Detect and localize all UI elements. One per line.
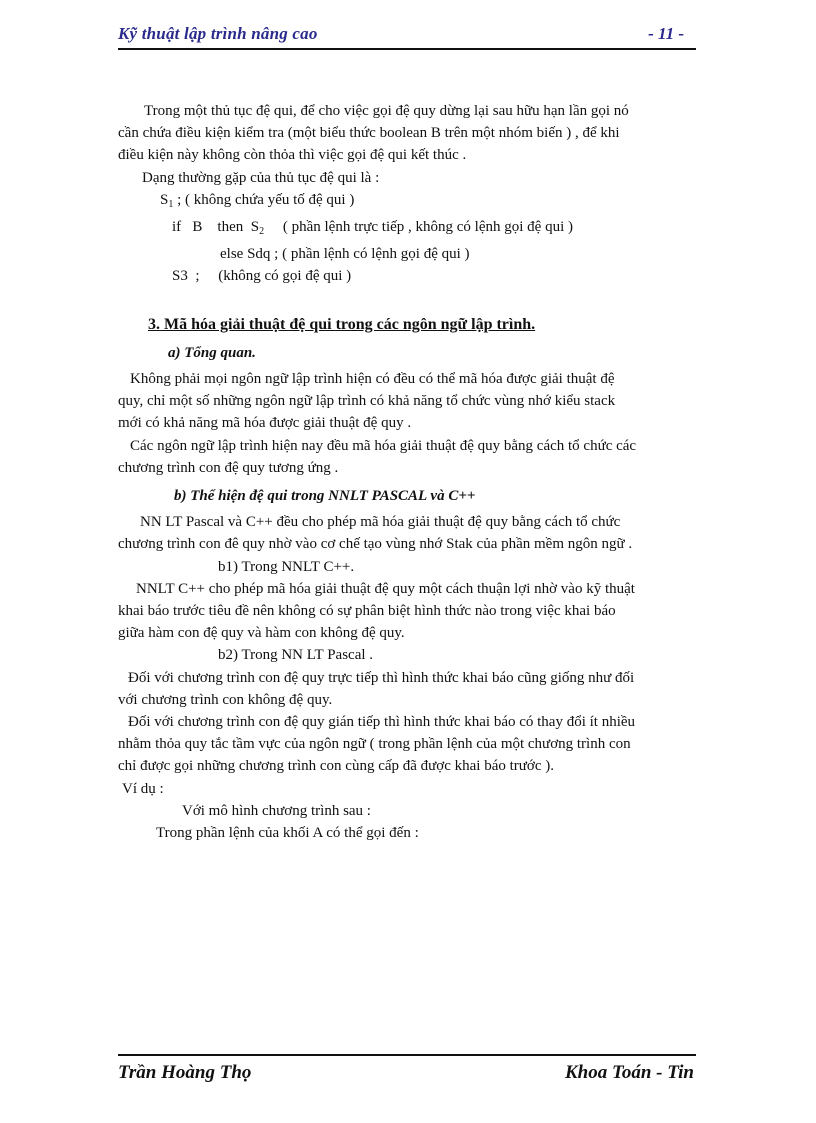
- code-line-if: [118, 216, 698, 243]
- paragraph-line: Các ngôn ngữ lập trình hiện nay đều mã hóa giải thuật đệ quy bằng cách tổ chức các: [130, 437, 637, 454]
- paragraph-line: NN LT Pascal và C++ đều cho phép mã hóa giải thuật đệ quy bằng cách tổ chức: [140, 514, 621, 531]
- code-text: ( phần lệnh trực tiếp , không có lệnh gọi đệ qui ): [264, 219, 573, 236]
- code-subscript: 1: [168, 198, 174, 210]
- example-line: Với mô hình chương trình sau :: [182, 802, 371, 819]
- paragraph-line: Không phải mọi ngôn ngữ lập trình hiện có đều có thể mã hóa được giải thuật đệ: [130, 371, 615, 388]
- paragraph-line: với chương trình con không đệ quy.: [118, 691, 333, 708]
- paragraph-line: Dạng thường gặp của thủ tục đệ qui là :: [142, 169, 380, 186]
- example-line: Trong phần lệnh của khối A có thể gọi đến :: [156, 825, 419, 842]
- header-title: Kỹ thuật lập trình nâng cao: [118, 24, 318, 43]
- paragraph-line: NNLT C++ cho phép mã hóa giải thuật đệ quy một cách thuận lợi nhờ vào kỹ thuật: [136, 580, 635, 597]
- code-line-s3: S3 ; (không có gọi đệ qui ): [172, 268, 352, 285]
- page-footer: [118, 1054, 696, 1096]
- paragraph-line: khai báo trước tiêu đề nên không có sự phân biệt hình thức nào trong việc khai báo: [118, 603, 616, 620]
- paragraph-line: điều kiện này không còn thỏa thì việc gọi đệ qui kết thúc .: [118, 147, 467, 164]
- paragraph-line: chỉ được gọi những chương trình con cùng cấp đã được khai báo trước ).: [118, 758, 555, 775]
- paragraph-line: Trong một thủ tục đệ qui, để cho việc gọi đệ quy dừng lại sau hữu hạn lần gọi nó: [144, 103, 629, 119]
- paragraph-line: Đối với chương trình con đệ quy gián tiếp thì hình thức khai báo có thay đổi ít nhiều: [128, 714, 636, 731]
- code-text: ; ( không chứa yếu tố đệ qui ): [173, 191, 355, 208]
- code-subscript: 2: [259, 226, 265, 238]
- paragraph-line: cần chứa điều kiện kiểm tra (một biểu thức boolean B trên một nhóm biến ) , để khi: [118, 125, 620, 142]
- paragraph-line: chương trình con đệ quy tương ứng .: [118, 459, 339, 476]
- example-label: Ví dụ :: [122, 780, 164, 797]
- paragraph-line: giữa hàm con đệ quy và hàm con không đệ quy.: [118, 625, 405, 642]
- paragraph-line: quy, chỉ một số những ngôn ngữ lập trình có khả năng tổ chức vùng nhớ kiểu stack: [118, 393, 616, 410]
- code-line-else: else Sdq ; ( phần lệnh có lệnh gọi đệ qui ): [220, 246, 470, 263]
- footer-department: Khoa Toán - Tin: [565, 1062, 694, 1083]
- page-header: [118, 22, 696, 50]
- paragraph-line: Đối với chương trình con đệ quy trực tiếp thì hình thức khai báo cũng giống như đối: [128, 669, 635, 686]
- page-body: [118, 100, 698, 844]
- section-heading: 3. Mã hóa giải thuật đệ qui trong các ngôn ngữ lập trình.: [148, 315, 536, 333]
- subheading-b2: b2) Trong NN LT Pascal .: [218, 647, 374, 664]
- code-text: S: [160, 191, 169, 208]
- paragraph-line: nhằm thỏa quy tắc tầm vực của ngôn ngữ ( trong phần lệnh của một chương trình con: [118, 736, 631, 753]
- subsection-heading: b) Thể hiện đệ qui trong NNLT PASCAL và C++: [174, 488, 476, 505]
- code-text: if B then S: [172, 219, 260, 236]
- subsection-heading: a) Tổng quan.: [168, 344, 256, 361]
- code-line-s1: [118, 189, 698, 216]
- paragraph-line: mới có khả năng mã hóa được giải thuật đệ quy .: [118, 415, 412, 432]
- footer-author: Trần Hoàng Thọ: [118, 1062, 252, 1083]
- paragraph-line: chương trình con đê quy nhờ vào cơ chế tạo vùng nhớ Stak của phần mềm ngôn ngữ .: [118, 536, 633, 553]
- subheading-b1: b1) Trong NNLT C++.: [218, 558, 355, 575]
- page-number: - 11 -: [648, 24, 684, 43]
